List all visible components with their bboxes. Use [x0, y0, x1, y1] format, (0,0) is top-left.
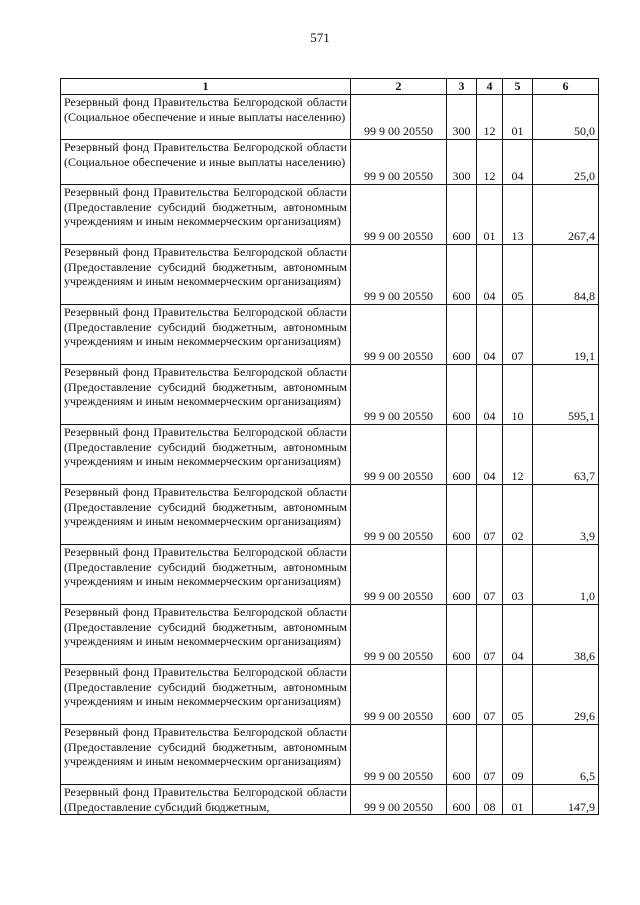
expense-type-cell: 600: [447, 364, 477, 424]
section-cell: 04: [477, 244, 503, 304]
subsection-cell: 01: [503, 94, 533, 139]
column-header-6: 6: [533, 79, 599, 95]
expense-type-cell: 600: [447, 664, 477, 724]
target-article-cell: 99 9 00 20550: [351, 304, 447, 364]
amount-cell: 19,1: [533, 304, 599, 364]
target-article-cell: 99 9 00 20550: [351, 544, 447, 604]
amount-cell: 63,7: [533, 424, 599, 484]
table-row: [61, 304, 599, 364]
amount-cell: 84,8: [533, 244, 599, 304]
expense-type-cell: 600: [447, 544, 477, 604]
table-row: [61, 424, 599, 484]
section-cell: 12: [477, 94, 503, 139]
expense-name-cell: Резервный фонд Правительства Белгородской области (Предоставление субсидий бюджетным,: [61, 784, 351, 815]
table-row: [61, 544, 599, 604]
expense-name-cell: Резервный фонд Правительства Белгородской области (Предоставление субсидий бюджетным, автономным учреждениям и иным некоммерческим организациям): [61, 364, 351, 424]
column-header-1: 1: [61, 79, 351, 95]
amount-cell: 38,6: [533, 604, 599, 664]
section-cell: 04: [477, 304, 503, 364]
subsection-cell: 05: [503, 244, 533, 304]
target-article-cell: 99 9 00 20550: [351, 364, 447, 424]
amount-cell: 147,9: [533, 784, 599, 815]
expense-type-cell: 300: [447, 94, 477, 139]
expense-name-cell: Резервный фонд Правительства Белгородской области (Предоставление субсидий бюджетным, автономным учреждениям и иным некоммерческим организациям): [61, 604, 351, 664]
amount-cell: 267,4: [533, 184, 599, 244]
target-article-cell: 99 9 00 20550: [351, 784, 447, 815]
section-cell: 08: [477, 784, 503, 815]
amount-cell: 3,9: [533, 484, 599, 544]
amount-cell: 6,5: [533, 724, 599, 784]
subsection-cell: 13: [503, 184, 533, 244]
expense-name-cell: Резервный фонд Правительства Белгородской области (Предоставление субсидий бюджетным, автономным учреждениям и иным некоммерческим организациям): [61, 724, 351, 784]
target-article-cell: 99 9 00 20550: [351, 724, 447, 784]
target-article-cell: 99 9 00 20550: [351, 139, 447, 184]
expense-name-cell: Резервный фонд Правительства Белгородской области (Предоставление субсидий бюджетным, автономным учреждениям и иным некоммерческим организациям): [61, 484, 351, 544]
subsection-cell: 12: [503, 424, 533, 484]
subsection-cell: 02: [503, 484, 533, 544]
column-header-5: 5: [503, 79, 533, 95]
expense-type-cell: 600: [447, 604, 477, 664]
target-article-cell: 99 9 00 20550: [351, 244, 447, 304]
subsection-cell: 09: [503, 724, 533, 784]
expense-type-cell: 600: [447, 244, 477, 304]
subsection-cell: 04: [503, 604, 533, 664]
table-row: [61, 604, 599, 664]
expense-name-cell: Резервный фонд Правительства Белгородской области (Социальное обеспечение и иные выплаты населению): [61, 94, 351, 139]
expense-name-cell: Резервный фонд Правительства Белгородской области (Предоставление субсидий бюджетным, автономным учреждениям и иным некоммерческим организациям): [61, 244, 351, 304]
expense-type-cell: 600: [447, 304, 477, 364]
amount-cell: 1,0: [533, 544, 599, 604]
expense-name-cell: Резервный фонд Правительства Белгородской области (Предоставление субсидий бюджетным, автономным учреждениям и иным некоммерческим организациям): [61, 184, 351, 244]
amount-cell: 50,0: [533, 94, 599, 139]
expense-type-cell: 300: [447, 139, 477, 184]
section-cell: 12: [477, 139, 503, 184]
table-row: [61, 364, 599, 424]
target-article-cell: 99 9 00 20550: [351, 664, 447, 724]
table-header-row: [61, 79, 599, 95]
page-number: 571: [310, 30, 330, 45]
expense-type-cell: 600: [447, 784, 477, 815]
section-cell: 07: [477, 604, 503, 664]
subsection-cell: 03: [503, 544, 533, 604]
section-cell: 07: [477, 484, 503, 544]
target-article-cell: 99 9 00 20550: [351, 424, 447, 484]
amount-cell: 29,6: [533, 664, 599, 724]
expense-type-cell: 600: [447, 484, 477, 544]
expense-name-cell: Резервный фонд Правительства Белгородской области (Предоставление субсидий бюджетным, автономным учреждениям и иным некоммерческим организациям): [61, 664, 351, 724]
subsection-cell: 01: [503, 784, 533, 815]
section-cell: 07: [477, 664, 503, 724]
subsection-cell: 10: [503, 364, 533, 424]
subsection-cell: 07: [503, 304, 533, 364]
expense-name-cell: Резервный фонд Правительства Белгородской области (Предоставление субсидий бюджетным, автономным учреждениям и иным некоммерческим организациям): [61, 424, 351, 484]
expense-type-cell: 600: [447, 184, 477, 244]
amount-cell: 25,0: [533, 139, 599, 184]
expense-type-cell: 600: [447, 724, 477, 784]
section-cell: 07: [477, 724, 503, 784]
section-cell: 04: [477, 364, 503, 424]
table-row: [61, 724, 599, 784]
table-row: [61, 784, 599, 815]
subsection-cell: 04: [503, 139, 533, 184]
amount-cell: 595,1: [533, 364, 599, 424]
expense-name-cell: Резервный фонд Правительства Белгородской области (Предоставление субсидий бюджетным, автономным учреждениям и иным некоммерческим организациям): [61, 304, 351, 364]
target-article-cell: 99 9 00 20550: [351, 94, 447, 139]
table-row: [61, 244, 599, 304]
table-row: [61, 94, 599, 139]
column-header-3: 3: [447, 79, 477, 95]
target-article-cell: 99 9 00 20550: [351, 484, 447, 544]
section-cell: 01: [477, 184, 503, 244]
target-article-cell: 99 9 00 20550: [351, 604, 447, 664]
table-row: [61, 139, 599, 184]
table-row: [61, 184, 599, 244]
budget-table: [60, 78, 599, 815]
subsection-cell: 05: [503, 664, 533, 724]
column-header-2: 2: [351, 79, 447, 95]
section-cell: 04: [477, 424, 503, 484]
table-row: [61, 484, 599, 544]
expense-type-cell: 600: [447, 424, 477, 484]
column-header-4: 4: [477, 79, 503, 95]
section-cell: 07: [477, 544, 503, 604]
expense-name-cell: Резервный фонд Правительства Белгородской области (Социальное обеспечение и иные выплаты населению): [61, 139, 351, 184]
target-article-cell: 99 9 00 20550: [351, 184, 447, 244]
expense-name-cell: Резервный фонд Правительства Белгородской области (Предоставление субсидий бюджетным, автономным учреждениям и иным некоммерческим организациям): [61, 544, 351, 604]
table-row: [61, 664, 599, 724]
